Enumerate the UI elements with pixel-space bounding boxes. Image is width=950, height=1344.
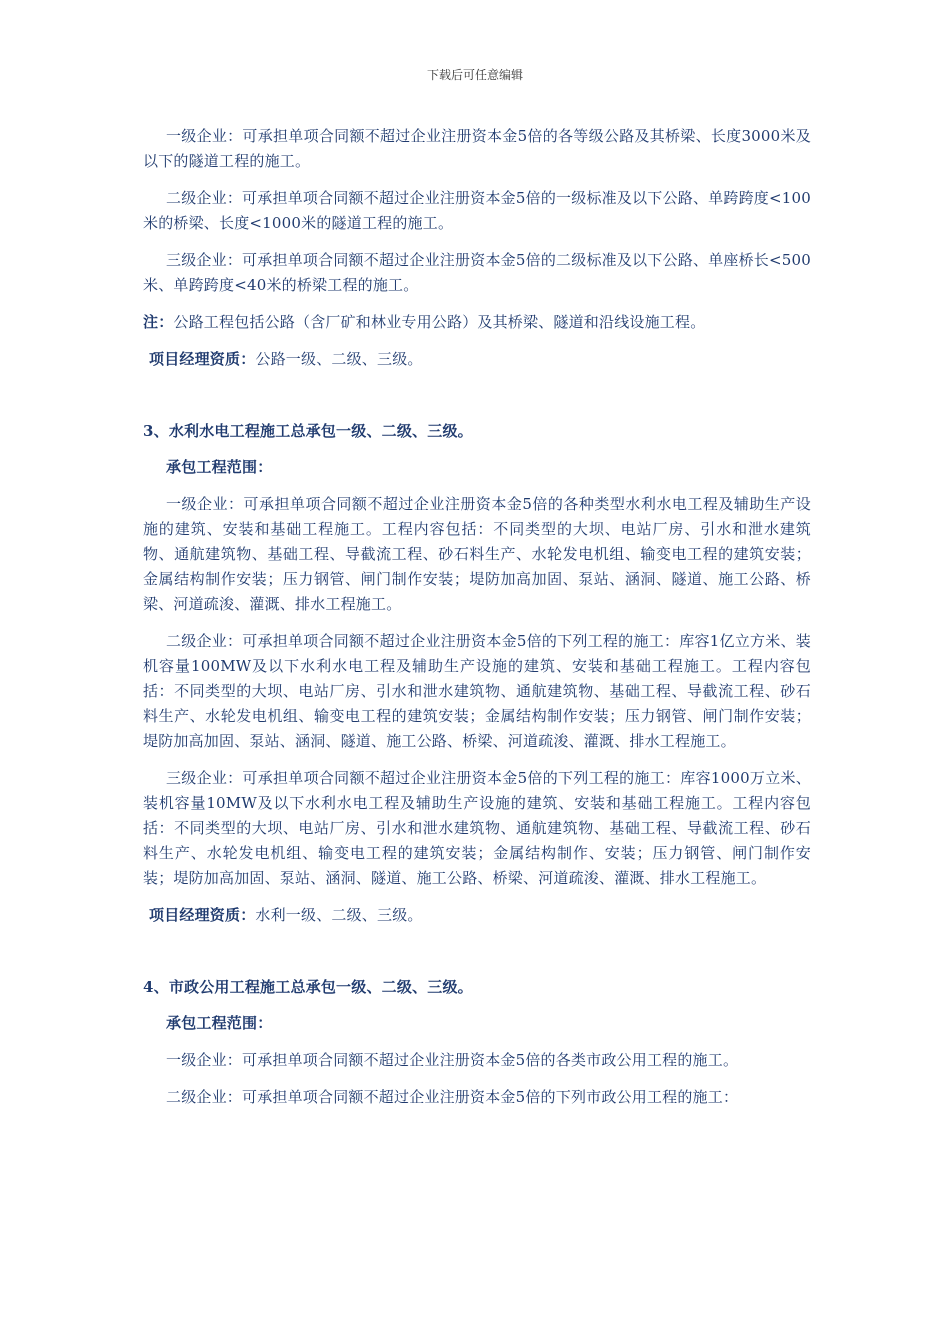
pm-text: 水利一级、二级、三级。 — [255, 906, 423, 924]
highway-note — [143, 310, 811, 335]
section-title-municipal: 4、市政公用工程施工总承包一级、二级、三级。 — [143, 978, 473, 996]
highway-pm-qualification — [143, 347, 811, 372]
highway-grade2-text: 二级企业：可承担单项合同额不超过企业注册资本金5倍的一级标准及以下公路、单跨跨度<100米的桥梁、长度<1000米的隧道工程的施工。 — [143, 189, 811, 232]
water-grade1-text: 一级企业：可承担单项合同额不超过企业注册资本金5倍的各种类型水利水电工程及辅助生产设施的建筑、安装和基础工程施工。工程内容包括：不同类型的大坝、电站厂房、引水和泄水建筑物、通航建筑物、基础工程、导截流工程、砂石料生产、水轮发电机组、输变电工程的建筑安装；金属结构制作安装；压力钢管、闸门制作安装；堤防加高加固、泵站、涵洞、隧道、施工公路、桥梁、河道疏浚、灌溉、排水工程施工。 — [143, 495, 811, 613]
page-header: 下载后可任意编辑 — [426, 68, 523, 82]
water-grade3-text: 三级企业：可承担单项合同额不超过企业注册资本金5倍的下列工程的施工：库容1000万立米、装机容量10MW及以下水利水电工程及辅助生产设施的建筑、安装和基础工程施工。工程内容包括：不同类型的大坝、电站厂房、引水和泄水建筑物、通航建筑物、基础工程、导截流工程、砂石料生产、水轮发电机组、输变电工程的建筑安装；金属结构制作、安装；压力钢管、闸门制作安装；堤防加高加固、泵站、涵洞、隧道、施工公路、桥梁、河道疏浚、灌溉、排水工程施工。 — [143, 769, 811, 887]
pm-text: 公路一级、二级、三级。 — [255, 350, 423, 368]
note-text: 公路工程包括公路（含厂矿和林业专用公路）及其桥梁、隧道和沿线设施工程。 — [173, 313, 706, 331]
pm-label: 项目经理资质： — [149, 350, 256, 368]
section-title-water: 3、水利水电工程施工总承包一级、二级、三级。 — [143, 422, 473, 440]
scope-title-municipal: 承包工程范围： — [166, 1014, 273, 1032]
municipal-grade1-text: 一级企业：可承担单项合同额不超过企业注册资本金5倍的各类市政公用工程的施工。 — [166, 1051, 739, 1069]
pm-label: 项目经理资质： — [149, 906, 256, 924]
document-body — [143, 124, 811, 1122]
highway-grade3-text: 三级企业：可承担单项合同额不超过企业注册资本金5倍的二级标准及以下公路、单座桥长<500米、单跨跨度<40米的桥梁工程的施工。 — [143, 251, 811, 294]
water-pm-qualification — [143, 903, 811, 928]
note-label: 注： — [143, 313, 174, 331]
water-grade2-text: 二级企业：可承担单项合同额不超过企业注册资本金5倍的下列工程的施工：库容1亿立方米、装机容量100MW及以下水利水电工程及辅助生产设施的建筑、安装和基础工程施工。工程内容包括：不同类型的大坝、电站厂房、引水和泄水建筑物、通航建筑物、基础工程、导截流工程、砂石料生产、水轮发电机组、输变电工程的建筑安装；金属结构制作安装；压力钢管、闸门制作安装；堤防加高加固、泵站、涵洞、隧道、施工公路、桥梁、河道疏浚、灌溉、排水工程施工。 — [143, 632, 811, 750]
scope-title-water: 承包工程范围： — [166, 458, 273, 476]
municipal-grade2-text: 二级企业：可承担单项合同额不超过企业注册资本金5倍的下列市政公用工程的施工： — [166, 1088, 739, 1106]
highway-grade1-text: 一级企业：可承担单项合同额不超过企业注册资本金5倍的各等级公路及其桥梁、长度3000米及以下的隧道工程的施工。 — [143, 127, 811, 170]
